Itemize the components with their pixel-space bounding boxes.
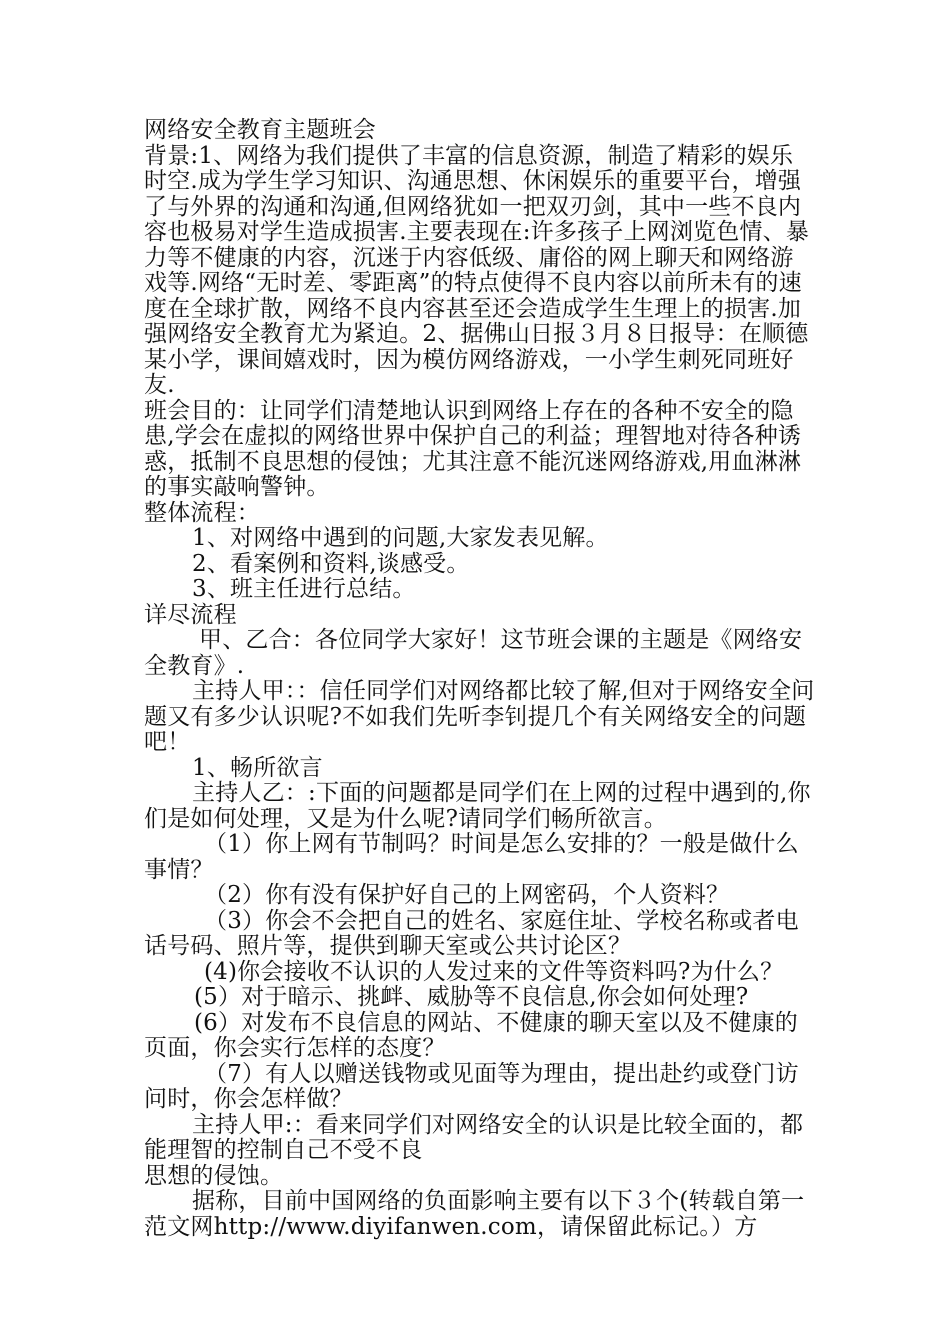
section-heading-1: 1、畅所欲言 [192, 754, 323, 781]
host-b-intro: 主持人乙：:下面的问题都是同学们在上网的过程中遇到的,你们是如何处理，又是为什么呢?请同学们畅所欲言。 [144, 780, 811, 832]
opening-dialogue: 甲、乙合：各位同学大家好！这节班会课的主题是《网络安全教育》. [144, 627, 803, 679]
question-6: (6）对发布不良信息的网站、不健康的聊天室以及不健康的页面，你会实行怎样的态度？ [144, 1009, 799, 1061]
overall-flow-heading: 整体流程： [144, 499, 260, 526]
host-a-intro: 主持人甲：：信任同学们对网络都比较了解,但对于网络安全问题又有多少认识呢?不如我们先听李钊提几个有关网络安全的问题吧！ [144, 678, 815, 755]
document-title: 网络安全教育主题班会 [144, 117, 376, 143]
question-2: （2）你有没有保护好自己的上网密码，个人资料？ [204, 882, 730, 908]
negative-impact-paragraph: 据称，目前中国网络的负面影响主要有以下３个(转载自第一范文网http://www.diyifanwen.com，请保留此标记。）方 [144, 1188, 805, 1240]
detailed-flow-heading: 详尽流程 [144, 601, 237, 628]
question-5: (5）对于暗示、挑衅、威胁等不良信息,你会如何处理? [194, 984, 749, 1010]
background-paragraph: 背景:1、网络为我们提供了丰富的信息资源，制造了精彩的娱乐时空.成为学生学习知识、沟通思想、休闲娱乐的重要平台，增强了与外界的沟通和沟通,但网络犹如一把双刃剑，其中一些不良内容也极易对学生造成损害.主要表现在:许多孩子上网浏览色情、暴力等不健康的内容，沉迷于内容低级、庸俗的网上聊天和网络游戏等.网络“无时差、零距离”的特点使得不良内容以前所未有的速度在全球扩散，网络不良内容甚至还会造成学生生理上的损害.加强网络安全教育尤为紧迫。2、据佛山日报３月８日报导：在顺德某小学，课间嬉戏时，因为模仿网络游戏，一小学生刺死同班好友. [144, 142, 810, 398]
question-1: （1）你上网有节制吗？时间是怎么安排的？一般是做什么事情？ [144, 831, 799, 883]
host-a-summary: 主持人甲:：看来同学们对网络安全的认识是比较全面的，都能理智的控制自己不受不良 [144, 1111, 804, 1163]
purpose-paragraph: 班会目的：让同学们清楚地认识到网络上存在的各种不安全的隐患,学会在虚拟的网络世界中保护自己的利益；理智地对待各种诱惑，抵制不良思想的侵蚀；尤其注意不能沉迷网络游戏,用血淋淋的事实敲响警钟。 [144, 397, 802, 500]
question-4: (4)你会接收不认识的人发过来的文件等资料吗?为什么？ [204, 958, 784, 985]
host-a-summary-continued: 思想的侵蚀。 [144, 1162, 284, 1189]
flow-step-2: 2、看案例和资料,谈感受。 [192, 550, 470, 577]
question-3: （3）你会不会把自己的姓名、家庭住址、学校名称或者电话号码、照片等，提供到聊天室或公共讨论区？ [144, 907, 799, 959]
document-body [144, 118, 816, 1240]
flow-step-1: 1、对网络中遇到的问题,大家发表见解。 [192, 525, 609, 551]
question-7: （7）有人以赠送钱物或见面等为理由，提出赴约或登门访问时，你会怎样做？ [144, 1060, 799, 1112]
flow-step-3: 3、班主任进行总结。 [192, 576, 416, 602]
